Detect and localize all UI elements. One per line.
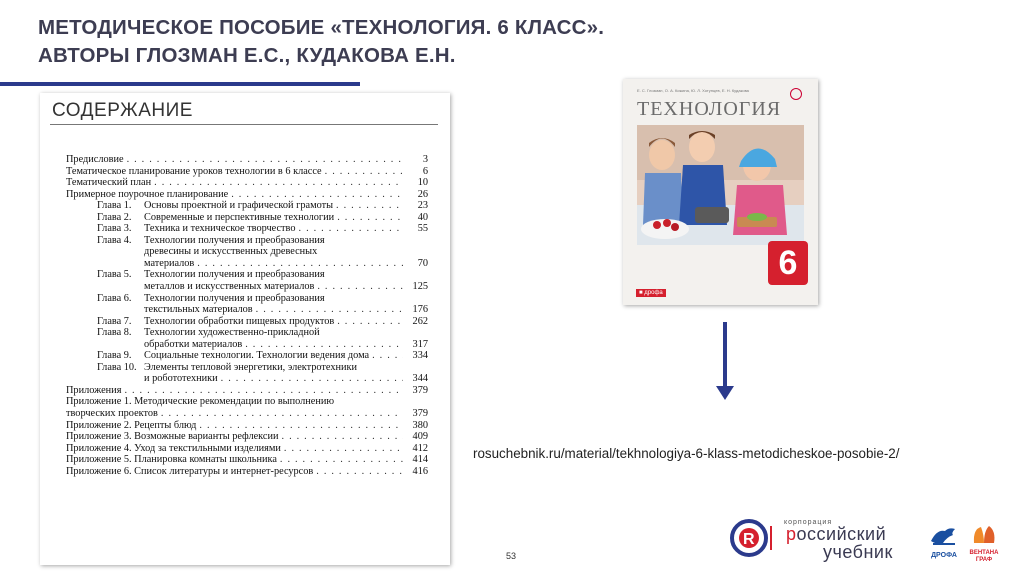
toc-entry: [66, 269, 428, 281]
toc-entry: [66, 466, 428, 478]
toc-page-number: 317: [412, 338, 428, 350]
toc-entry-text: Приложение 5. Планировка комнаты школьника: [66, 454, 277, 466]
toc-leader-dots: [337, 316, 403, 328]
toc-entry: [66, 420, 428, 432]
toc-entry-text: Приложение 1. Методические рекомендации по выполнению: [66, 396, 335, 408]
toc-heading-rule: [50, 124, 438, 125]
toc-leader-dots: [154, 177, 403, 189]
toc-leader-dots: [256, 304, 403, 316]
svg-text:R: R: [743, 531, 755, 548]
toc-chapter-number: Глава 3.: [97, 223, 132, 235]
publisher-name-line-2: учебник: [823, 542, 893, 562]
toc-entry: [66, 166, 428, 178]
toc-entry-text: древесины и искусственных древесных: [144, 246, 318, 258]
toc-page-number: 344: [412, 373, 428, 385]
book-seal-icon: [790, 88, 802, 100]
toc-page-number: 3: [422, 154, 428, 165]
toc-page-number: 379: [412, 408, 428, 420]
toc-page-number: 262: [412, 315, 428, 327]
toc-leader-dots: [317, 281, 403, 293]
toc-leader-dots: [325, 166, 403, 178]
toc-page-number: 70: [417, 257, 428, 269]
toc-entry-text: Приложение 3. Возможные варианты рефлексии: [66, 431, 279, 443]
ventana-label-1: ВЕНТАНА: [969, 550, 999, 556]
toc-entry: [66, 431, 428, 443]
toc-page-number: 55: [417, 223, 428, 235]
toc-page-number: 412: [412, 442, 428, 454]
toc-entry: [66, 327, 428, 339]
toc-entry-text: Технологии художественно-прикладной: [144, 327, 320, 339]
toc-entry-text: Техника и техническое творчество: [144, 223, 296, 235]
toc-entry-text: Тематический план: [66, 177, 152, 189]
toc-page-number: 380: [412, 419, 428, 431]
toc-leader-dots: [124, 385, 403, 397]
toc-leader-dots: [231, 189, 403, 201]
slide-page-number: 53: [506, 551, 517, 561]
ventana-graf-icon: [971, 523, 997, 545]
toc-chapter-number: Глава 7.: [97, 315, 132, 327]
toc-entry-text: Приложения: [66, 384, 122, 396]
toc-entry: [66, 304, 428, 316]
toc-entry: [66, 443, 428, 455]
slide-title: [38, 14, 738, 70]
toc-entry: [66, 246, 428, 258]
toc-leader-dots: [280, 454, 403, 466]
toc-page-number: 409: [412, 431, 428, 443]
drofa-logo: [926, 525, 962, 559]
book-cover-photo: [637, 125, 804, 245]
toc-entry-text: Приложение 4. Уход за текстильными изделиями: [66, 442, 281, 454]
toc-entry: [66, 258, 428, 270]
toc-leader-dots: [336, 200, 403, 212]
toc-entry-text: творческих проектов: [66, 408, 158, 420]
toc-page-number: 176: [412, 304, 428, 316]
ventana-graf-logo: [967, 523, 1001, 564]
toc-entry: [66, 223, 428, 235]
toc-page-number: 416: [412, 465, 428, 477]
corporation-label: корпорация: [784, 519, 833, 526]
book-authors: Е. С. Глозман, О. А. Кожина, Ю. Л. Хотунцев, Е. Н. Кудакова: [637, 88, 749, 93]
toc-entry-text: Технологии получения и преобразования: [144, 234, 325, 246]
toc-leader-dots: [245, 339, 403, 351]
toc-leader-dots: [316, 466, 403, 478]
toc-entry: [66, 281, 428, 293]
toc-entry: [66, 396, 428, 408]
toc-page-number: 26: [417, 188, 428, 200]
toc-page-number: 40: [417, 211, 428, 223]
toc-leader-dots: [299, 223, 403, 235]
source-link[interactable]: rosuchebnik.ru/material/tekhnologiya-6-klass-metodicheskoe-posobie-2/: [473, 446, 900, 461]
toc-chapter-number: Глава 6.: [97, 292, 132, 304]
toc-page-number: 334: [412, 350, 428, 362]
toc-page-number: 6: [422, 165, 428, 177]
toc-leader-dots: [199, 420, 403, 432]
book-title: ТЕХНОЛОГИЯ: [637, 98, 782, 120]
toc-heading: СОДЕРЖАНИЕ: [52, 100, 193, 121]
toc-list: [66, 154, 428, 477]
toc-entry: [66, 212, 428, 224]
drofa-label: ДРОФА: [931, 552, 957, 559]
toc-leader-dots: [282, 431, 403, 443]
toc-entry-text: Технологии получения и преобразования: [144, 292, 325, 304]
toc-leader-dots: [127, 154, 403, 166]
cooking-children-illustration: [637, 125, 804, 245]
toc-entry-text: материалов: [144, 257, 195, 269]
toc-entry: [66, 339, 428, 351]
toc-page-number: 414: [412, 454, 428, 466]
title-underline: [0, 82, 360, 86]
book-cover: [623, 79, 818, 305]
toc-entry: [66, 200, 428, 212]
toc-chapter-number: Глава 5.: [97, 269, 132, 281]
toc-entry-text: текстильных материалов: [144, 304, 253, 316]
toc-chapter-number: Глава 8.: [97, 327, 132, 339]
toc-entry-text: Технологии обработки пищевых продуктов: [144, 315, 335, 327]
arrow-down-icon: [715, 322, 735, 402]
toc-chapter-number: Глава 9.: [97, 350, 132, 362]
toc-entry: [66, 408, 428, 420]
toc-chapter-number: Глава 1.: [97, 200, 132, 212]
ventana-label: [967, 550, 1001, 564]
toc-entry: [66, 454, 428, 466]
drofa-bird-icon: [929, 525, 959, 547]
grade-badge: 6: [768, 241, 808, 285]
toc-page-number: 10: [417, 177, 428, 189]
toc-entry-text: Технологии получения и преобразования: [144, 269, 325, 281]
toc-leader-dots: [161, 408, 403, 420]
toc-entry-text: Основы проектной и графической грамоты: [144, 200, 334, 212]
toc-entry: [66, 189, 428, 201]
toc-entry-text: металлов и искусственных материалов: [144, 281, 315, 293]
toc-page-number: 125: [412, 281, 428, 293]
toc-entry: [66, 373, 428, 385]
toc-chapter-number: Глава 4.: [97, 234, 132, 246]
rossiyskiy-uchebnik-logo-icon: [729, 518, 773, 558]
slide-title-line-2: АВТОРЫ ГЛОЗМАН Е.С., КУДАКОВА Е.Н.: [38, 44, 456, 67]
toc-entry-text: Приложение 2. Рецепты блюд: [66, 419, 197, 431]
toc-entry-text: Социальные технологии. Технологии ведения дома: [144, 350, 370, 362]
toc-entry: [66, 293, 428, 305]
toc-entry: [66, 235, 428, 247]
toc-entry: [66, 154, 428, 166]
toc-entry: [66, 362, 428, 374]
publisher-name-rest: оссийский: [796, 524, 887, 544]
toc-entry-text: обработки материалов: [144, 338, 243, 350]
toc-page-scan: [40, 93, 450, 565]
toc-leader-dots: [337, 212, 403, 224]
toc-entry-text: Элементы тепловой энергетики, электротехники: [144, 361, 358, 373]
book-publisher-logo: ■ дрофа: [636, 289, 666, 297]
toc-entry: [66, 350, 428, 362]
toc-entry: [66, 385, 428, 397]
toc-entry-text: Современные и перспективные технологии: [144, 211, 335, 223]
toc-entry-text: Примерное поурочное планирование: [66, 188, 229, 200]
toc-chapter-number: Глава 10.: [97, 361, 137, 373]
toc-leader-dots: [221, 373, 403, 385]
slide-title-line-1: МЕТОДИЧЕСКОЕ ПОСОБИЕ «ТЕХНОЛОГИЯ. 6 КЛАСС».: [38, 16, 605, 39]
toc-leader-dots: [284, 443, 403, 455]
ventana-label-2: ГРАФ: [975, 557, 993, 563]
publisher-name-initial: р: [786, 524, 797, 544]
toc-chapter-number: Глава 2.: [97, 211, 132, 223]
toc-entry-text: Предисловие: [66, 154, 124, 165]
toc-leader-dots: [197, 258, 403, 270]
toc-entry: [66, 316, 428, 328]
toc-entry: [66, 177, 428, 189]
toc-entry-text: и робототехники: [144, 373, 218, 385]
toc-leader-dots: [372, 350, 403, 362]
toc-page-number: 379: [412, 384, 428, 396]
toc-entry-text: Тематическое планирование уроков технологии в 6 классе: [66, 165, 322, 177]
toc-entry-text: Приложение 6. Список литературы и интернет-ресурсов: [66, 465, 314, 477]
toc-page-number: 23: [417, 200, 428, 212]
